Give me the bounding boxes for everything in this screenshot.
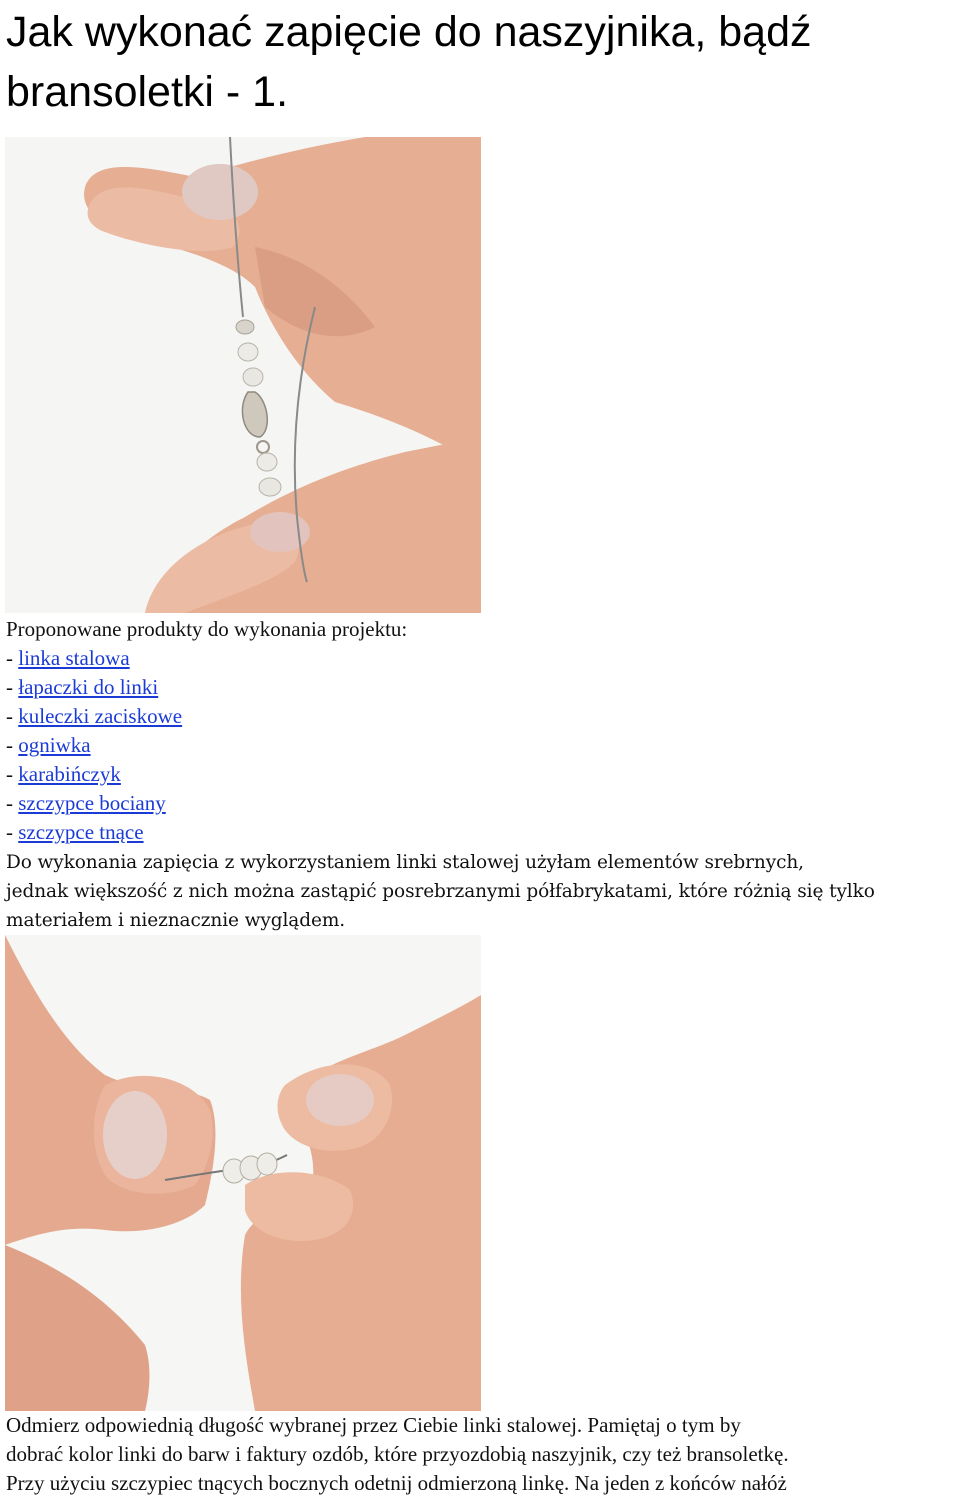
page-title xyxy=(6,2,946,122)
list-bullet: - xyxy=(6,820,19,844)
products-list xyxy=(6,615,956,847)
intro-line: Do wykonania zapięcia z wykorzystaniem linki stalowej użyłam elementów srebrnych, xyxy=(6,852,804,873)
link-linka-stalowa[interactable]: linka stalowa xyxy=(18,646,130,670)
list-item xyxy=(6,789,956,818)
list-item xyxy=(6,673,956,702)
list-bullet: - xyxy=(6,762,19,786)
step-paragraph xyxy=(6,1411,956,1498)
intro-line: jednak większość z nich można zastąpić posrebrzanymi półfabrykatami, które różnią się tylko xyxy=(6,881,875,902)
products-heading: Proponowane produkty do wykonania projektu: xyxy=(6,617,408,641)
list-item xyxy=(6,818,956,847)
page-title-line1: Jak wykonać zapięcie do naszyjnika, bądź xyxy=(6,8,812,56)
step-line: dobrać kolor linki do barw i faktury ozdób, które przyozdobią naszyjnik, czy też bransoletkę. xyxy=(6,1442,789,1466)
list-bullet: - xyxy=(6,704,19,728)
intro-line: materiałem i nieznacznie wyglądem. xyxy=(6,910,346,931)
list-bullet: - xyxy=(6,733,19,757)
link-karabinczyk[interactable]: karabińczyk xyxy=(18,762,121,786)
link-kuleczki-zaciskowe[interactable]: kuleczki zaciskowe xyxy=(18,704,183,728)
list-item xyxy=(6,702,956,731)
page-title-line2: bransoletki - 1. xyxy=(6,68,289,116)
step-line: Przy użyciu szczypiec tnących bocznych odetnij odmierzoną linkę. Na jeden z końców nałóż xyxy=(6,1471,787,1495)
link-ogniwka[interactable]: ogniwka xyxy=(18,733,91,757)
list-item xyxy=(6,644,956,673)
link-szczypce-bociany[interactable]: szczypce bociany xyxy=(18,791,166,815)
threading-photo xyxy=(5,935,481,1411)
link-szczypce-tnace[interactable]: szczypce tnące xyxy=(18,820,144,844)
list-bullet: - xyxy=(6,646,19,670)
intro-paragraph xyxy=(6,848,956,935)
list-item xyxy=(6,731,956,760)
list-item xyxy=(6,760,956,789)
step-line: Odmierz odpowiednią długość wybranej przez Ciebie linki stalowej. Pamiętaj o tym by xyxy=(6,1413,741,1437)
list-bullet: - xyxy=(6,675,19,699)
hands-holding-clasp-illustration xyxy=(5,137,481,613)
list-bullet: - xyxy=(6,791,19,815)
link-lapaczki-do-linki[interactable]: łapaczki do linki xyxy=(18,675,159,699)
fingers-threading-beads-illustration xyxy=(5,935,481,1411)
clasp-photo xyxy=(5,137,481,613)
